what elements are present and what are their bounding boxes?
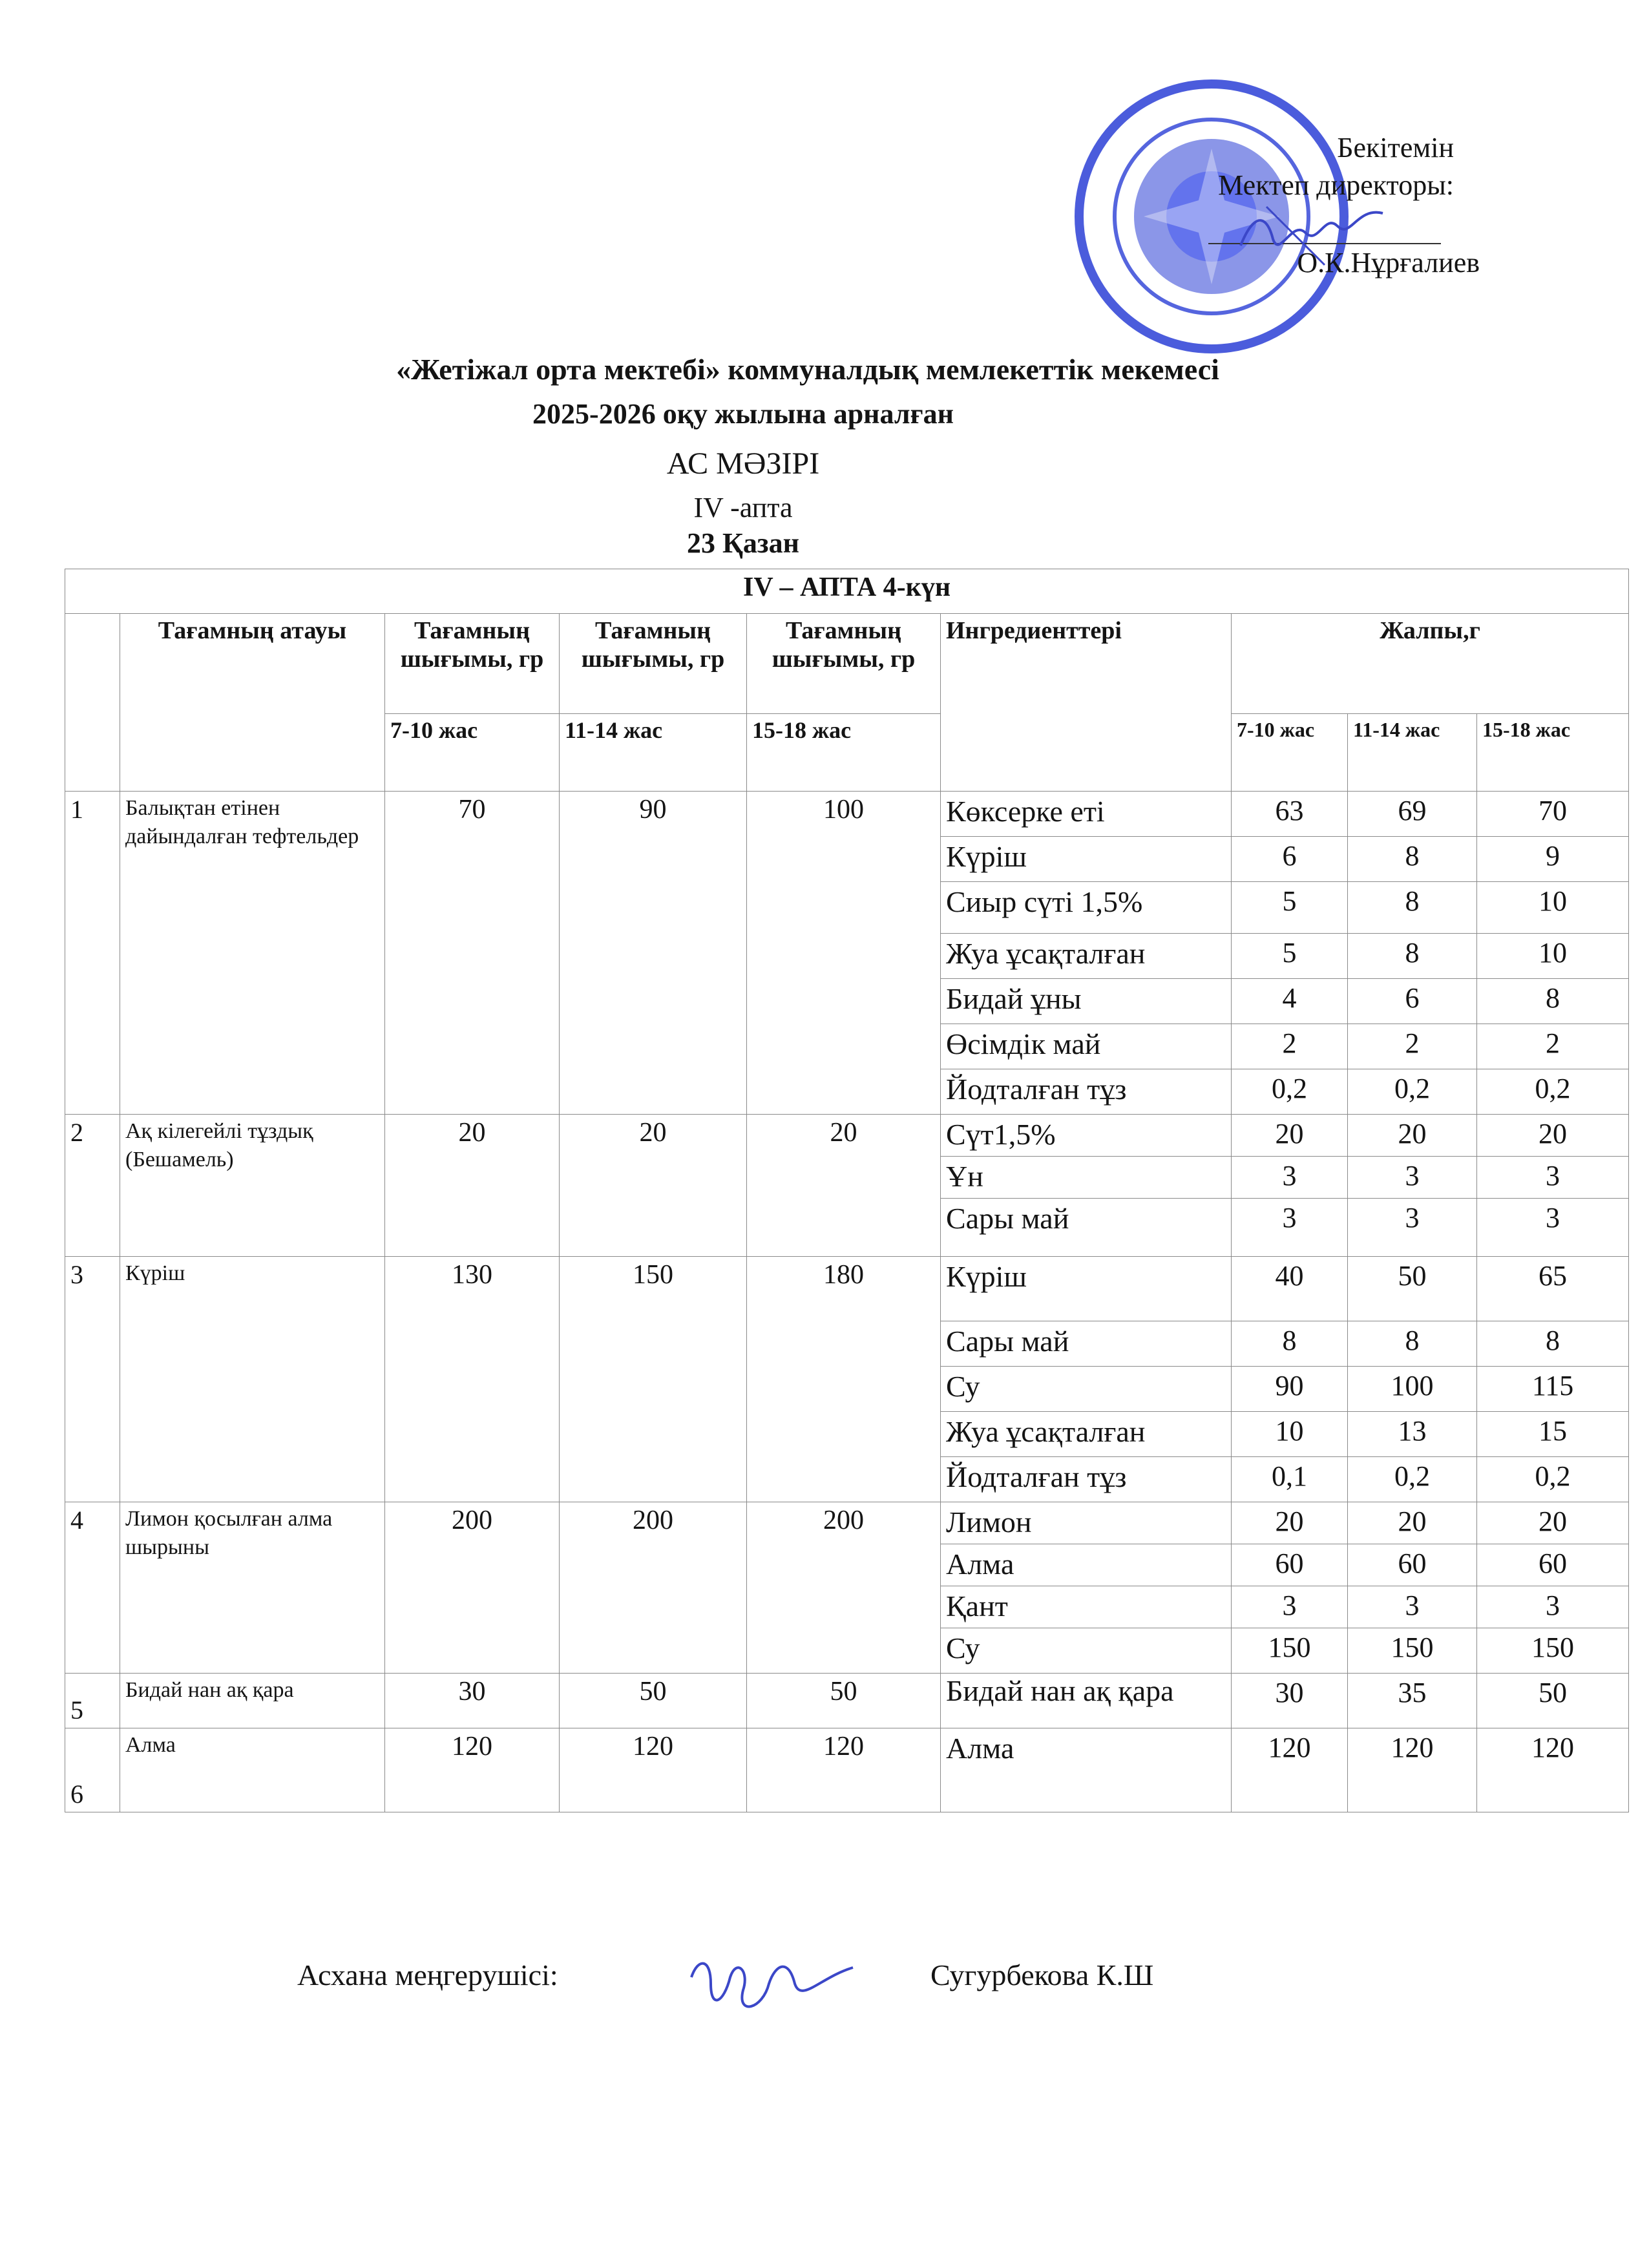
dish-output-1: 20	[385, 1115, 560, 1257]
ingredient-amount-1: 90	[1232, 1367, 1348, 1412]
ingredient-amount-3: 0,2	[1477, 1457, 1629, 1502]
ingredient-amount-3: 9	[1477, 837, 1629, 882]
ingredient-amount-3: 3	[1477, 1157, 1629, 1199]
dish-output-1: 30	[385, 1674, 560, 1728]
ingredient-amount-1: 5	[1232, 882, 1348, 934]
ingredient-name: Күріш	[941, 837, 1232, 882]
ingredient-name: Күріш	[941, 1257, 1232, 1321]
ingredient-amount-2: 50	[1348, 1257, 1477, 1321]
ingredient-amount-1: 0,1	[1232, 1457, 1348, 1502]
dish-output-2: 90	[560, 792, 747, 1115]
dish-output-1: 120	[385, 1728, 560, 1812]
table-row	[65, 1502, 1629, 1544]
ingredient-name: Көксерке еті	[941, 792, 1232, 837]
ingredient-amount-2: 2	[1348, 1024, 1477, 1069]
header-sub-age-2: 11-14 жас	[1348, 714, 1477, 792]
dish-name: Ақ кілегейлі тұздық (Бешамель)	[120, 1115, 385, 1257]
ingredient-amount-1: 63	[1232, 792, 1348, 837]
ingredient-amount-2: 8	[1348, 934, 1477, 979]
dish-name: Балықтан етінен дайындалған тефтельдер	[120, 792, 385, 1115]
ingredient-amount-1: 150	[1232, 1628, 1348, 1674]
header-output-1: Тағамның шығымы, гр	[385, 614, 560, 714]
header-total: Жалпы,г	[1232, 614, 1629, 714]
canteen-head-signature	[672, 1932, 866, 2029]
ingredient-amount-1: 3	[1232, 1586, 1348, 1628]
ingredient-name: Қант	[941, 1586, 1232, 1628]
ingredient-amount-2: 8	[1348, 837, 1477, 882]
ingredient-amount-2: 60	[1348, 1544, 1477, 1586]
dish-output-1: 70	[385, 792, 560, 1115]
ingredient-name: Алма	[941, 1544, 1232, 1586]
academic-year: 2025-2026 оқу жылына арналған	[532, 398, 954, 430]
table-row	[65, 792, 1629, 837]
ingredient-name: Лимон	[941, 1502, 1232, 1544]
canteen-head-name: Сугурбекова К.Ш	[930, 1958, 1154, 1991]
canteen-head-label: Асхана меңгерушісі:	[297, 1958, 558, 1991]
ingredient-amount-3: 3	[1477, 1586, 1629, 1628]
ingredient-amount-1: 20	[1232, 1502, 1348, 1544]
ingredient-amount-2: 69	[1348, 792, 1477, 837]
ingredient-amount-3: 120	[1477, 1728, 1629, 1812]
ingredient-amount-1: 120	[1232, 1728, 1348, 1812]
header-output-3: Тағамның шығымы, гр	[747, 614, 941, 714]
dish-output-1: 200	[385, 1502, 560, 1674]
ingredient-amount-2: 100	[1348, 1367, 1477, 1412]
dish-output-2: 20	[560, 1115, 747, 1257]
ingredient-amount-1: 40	[1232, 1257, 1348, 1321]
ingredient-amount-1: 0,2	[1232, 1069, 1348, 1115]
ingredient-amount-3: 8	[1477, 979, 1629, 1024]
dish-output-3: 180	[747, 1257, 941, 1502]
dish-number: 5	[65, 1674, 120, 1728]
ingredient-amount-2: 0,2	[1348, 1457, 1477, 1502]
week-day-title: IV – АПТА 4-күн	[65, 569, 1629, 614]
ingredient-name: Сүт1,5%	[941, 1115, 1232, 1157]
ingredient-amount-1: 2	[1232, 1024, 1348, 1069]
ingredient-amount-3: 20	[1477, 1502, 1629, 1544]
header-age-3: 15-18 жас	[747, 714, 941, 792]
ingredient-amount-1: 20	[1232, 1115, 1348, 1157]
ingredient-amount-3: 8	[1477, 1321, 1629, 1367]
dish-output-2: 120	[560, 1728, 747, 1812]
ingredient-name: Бидай нан ақ қара	[941, 1674, 1232, 1728]
ingredient-name: Жуа ұсақталған	[941, 1412, 1232, 1457]
dish-name: Бидай нан ақ қара	[120, 1674, 385, 1728]
ingredient-name: Йодталған тұз	[941, 1069, 1232, 1115]
ingredient-amount-1: 5	[1232, 934, 1348, 979]
table-row	[65, 1257, 1629, 1321]
ingredient-amount-2: 3	[1348, 1586, 1477, 1628]
ingredient-amount-3: 50	[1477, 1674, 1629, 1728]
ingredient-amount-2: 20	[1348, 1115, 1477, 1157]
ingredient-amount-1: 3	[1232, 1157, 1348, 1199]
dish-name: Күріш	[120, 1257, 385, 1502]
menu-date: 23 Қазан	[687, 527, 799, 559]
menu-title: АС МӘЗІРІ	[666, 446, 820, 481]
header-dish-name: Тағамның атауы	[120, 614, 385, 792]
header-sub-age-3: 15-18 жас	[1477, 714, 1629, 792]
ingredient-name: Су	[941, 1367, 1232, 1412]
ingredient-amount-2: 6	[1348, 979, 1477, 1024]
dish-output-2: 200	[560, 1502, 747, 1674]
ingredient-amount-2: 8	[1348, 882, 1477, 934]
approval-position: Мектеп директоры:	[1218, 169, 1454, 201]
ingredient-amount-2: 3	[1348, 1157, 1477, 1199]
ingredient-amount-2: 8	[1348, 1321, 1477, 1367]
ingredient-amount-3: 15	[1477, 1412, 1629, 1457]
ingredient-amount-1: 60	[1232, 1544, 1348, 1586]
ingredient-name: Ұн	[941, 1157, 1232, 1199]
menu-table	[65, 569, 1629, 1812]
ingredient-name: Алма	[941, 1728, 1232, 1812]
dish-output-3: 50	[747, 1674, 941, 1728]
ingredient-amount-2: 3	[1348, 1199, 1477, 1257]
ingredient-amount-1: 6	[1232, 837, 1348, 882]
dish-output-2: 150	[560, 1257, 747, 1502]
ingredient-amount-3: 3	[1477, 1199, 1629, 1257]
ingredient-amount-1: 8	[1232, 1321, 1348, 1367]
ingredient-amount-1: 3	[1232, 1199, 1348, 1257]
approval-director-name: О.К.Нұрғалиев	[1297, 247, 1480, 278]
header-output-2: Тағамның шығымы, гр	[560, 614, 747, 714]
dish-number: 3	[65, 1257, 120, 1502]
ingredient-name: Сары май	[941, 1321, 1232, 1367]
ingredient-amount-3: 10	[1477, 882, 1629, 934]
ingredient-name: Сары май	[941, 1199, 1232, 1257]
ingredient-name: Йодталған тұз	[941, 1457, 1232, 1502]
ingredient-amount-2: 13	[1348, 1412, 1477, 1457]
week-label: IV -апта	[693, 492, 793, 523]
ingredient-amount-3: 20	[1477, 1115, 1629, 1157]
ingredient-name: Өсімдік май	[941, 1024, 1232, 1069]
dish-number: 2	[65, 1115, 120, 1257]
ingredient-amount-3: 150	[1477, 1628, 1629, 1674]
header-num	[65, 614, 120, 792]
dish-output-2: 50	[560, 1674, 747, 1728]
dish-name: Лимон қосылған алма шырыны	[120, 1502, 385, 1674]
dish-name: Алма	[120, 1728, 385, 1812]
director-signature	[1228, 194, 1396, 271]
ingredient-amount-3: 0,2	[1477, 1069, 1629, 1115]
table-row	[65, 1728, 1629, 1812]
ingredient-amount-2: 150	[1348, 1628, 1477, 1674]
dish-output-3: 100	[747, 792, 941, 1115]
ingredient-name: Су	[941, 1628, 1232, 1674]
dish-number: 1	[65, 792, 120, 1115]
ingredient-amount-2: 20	[1348, 1502, 1477, 1544]
ingredient-amount-2: 120	[1348, 1728, 1477, 1812]
ingredient-amount-1: 10	[1232, 1412, 1348, 1457]
ingredient-amount-3: 60	[1477, 1544, 1629, 1586]
ingredient-amount-2: 0,2	[1348, 1069, 1477, 1115]
ingredient-amount-1: 30	[1232, 1674, 1348, 1728]
ingredient-amount-1: 4	[1232, 979, 1348, 1024]
dish-output-3: 200	[747, 1502, 941, 1674]
table-row	[65, 1115, 1629, 1157]
ingredient-amount-3: 70	[1477, 792, 1629, 837]
ingredient-name: Сиыр сүті 1,5%	[941, 882, 1232, 934]
header-ingredients: Ингредиенттері	[941, 614, 1232, 792]
ingredient-name: Бидай ұны	[941, 979, 1232, 1024]
ingredient-amount-3: 115	[1477, 1367, 1629, 1412]
header-age-1: 7-10 жас	[385, 714, 560, 792]
ingredient-amount-3: 10	[1477, 934, 1629, 979]
ingredient-amount-3: 65	[1477, 1257, 1629, 1321]
dish-output-3: 20	[747, 1115, 941, 1257]
menu-body	[65, 792, 1629, 1812]
dish-number: 6	[65, 1728, 120, 1812]
dish-output-3: 120	[747, 1728, 941, 1812]
dish-output-1: 130	[385, 1257, 560, 1502]
header-sub-age-1: 7-10 жас	[1232, 714, 1348, 792]
approval-title: Бекітемін	[1337, 132, 1454, 163]
org-name: «Жетіжал орта мектебі» коммуналдық мемлекеттік мекемесі	[396, 353, 1219, 386]
table-row	[65, 1674, 1629, 1728]
ingredient-amount-3: 2	[1477, 1024, 1629, 1069]
dish-number: 4	[65, 1502, 120, 1674]
ingredient-name: Жуа ұсақталған	[941, 934, 1232, 979]
header-age-2: 11-14 жас	[560, 714, 747, 792]
ingredient-amount-2: 35	[1348, 1674, 1477, 1728]
